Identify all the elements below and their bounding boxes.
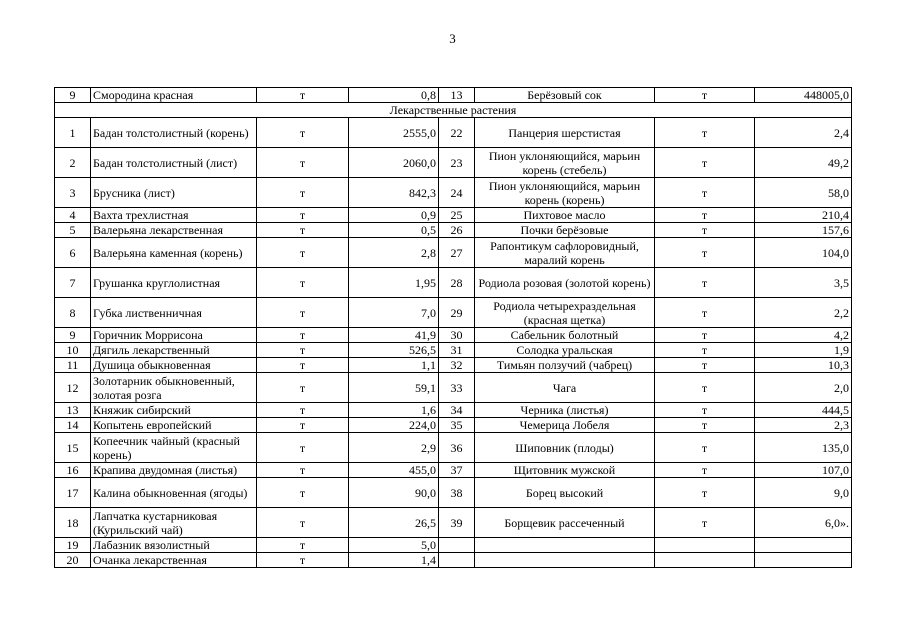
row-number-right: 29	[439, 298, 475, 328]
unit: т	[257, 208, 349, 223]
volume-right: 58,0	[755, 178, 852, 208]
row-number: 7	[55, 268, 91, 298]
row-number-right: 39	[439, 508, 475, 538]
table-row	[55, 298, 852, 328]
row-number: 2	[55, 148, 91, 178]
volume-right: 9,0	[755, 478, 852, 508]
plant-name: Горичник Моррисона	[91, 328, 257, 343]
table-row	[55, 463, 852, 478]
volume-right: 2,3	[755, 418, 852, 433]
volume-right: 135,0	[755, 433, 852, 463]
plant-name: Золотарник обыкновенный, золотая розга	[91, 373, 257, 403]
unit: т	[257, 463, 349, 478]
unit-right: т	[655, 433, 755, 463]
plant-name: Вахта трехлистная	[91, 208, 257, 223]
row-number-right: 27	[439, 238, 475, 268]
unit-right: т	[655, 238, 755, 268]
row-number: 1	[55, 118, 91, 148]
unit: т	[257, 88, 349, 103]
unit-right: т	[655, 88, 755, 103]
row-number-right	[439, 553, 475, 568]
plant-name-right: Щитовник мужской	[475, 463, 655, 478]
table-row	[55, 538, 852, 553]
unit-right: т	[655, 328, 755, 343]
row-number-right: 34	[439, 403, 475, 418]
unit-right: т	[655, 418, 755, 433]
volume-right	[755, 538, 852, 553]
row-number: 12	[55, 373, 91, 403]
unit: т	[257, 403, 349, 418]
unit-right: т	[655, 463, 755, 478]
volume-right: 2,2	[755, 298, 852, 328]
section-title: Лекарственные растения	[55, 103, 852, 118]
plant-name: Дягиль лекарственный	[91, 343, 257, 358]
table-row	[55, 268, 852, 298]
row-number: 11	[55, 358, 91, 373]
plant-name: Брусника (лист)	[91, 178, 257, 208]
plant-name-right: Борщевик рассеченный	[475, 508, 655, 538]
plant-name-right: Сабельник болотный	[475, 328, 655, 343]
row-number-right: 26	[439, 223, 475, 238]
volume: 0,9	[349, 208, 439, 223]
plant-name: Лапчатка кустарниковая (Курильский чай)	[91, 508, 257, 538]
unit: т	[257, 538, 349, 553]
unit: т	[257, 553, 349, 568]
unit-right: т	[655, 178, 755, 208]
unit-right: т	[655, 343, 755, 358]
volume: 1,6	[349, 403, 439, 418]
plant-name-right: Солодка уральская	[475, 343, 655, 358]
plant-name: Лабазник вязолистный	[91, 538, 257, 553]
plant-name-right: Шиповник (плоды)	[475, 433, 655, 463]
table-row	[55, 433, 852, 463]
unit: т	[257, 223, 349, 238]
plant-name: Бадан толстолистный (лист)	[91, 148, 257, 178]
unit: т	[257, 238, 349, 268]
table-row-first	[55, 88, 852, 103]
row-number: 16	[55, 463, 91, 478]
table-row	[55, 418, 852, 433]
volume-right: 2,4	[755, 118, 852, 148]
row-number-right	[439, 538, 475, 553]
volume-right: 3,5	[755, 268, 852, 298]
volume-right: 107,0	[755, 463, 852, 478]
plant-name-right: Черника (листья)	[475, 403, 655, 418]
unit: т	[257, 418, 349, 433]
table-row	[55, 223, 852, 238]
row-number: 3	[55, 178, 91, 208]
volume: 455,0	[349, 463, 439, 478]
table-row	[55, 118, 852, 148]
plant-name-right: Родиола четырехраздельная (красная щетка)	[475, 298, 655, 328]
row-number: 9	[55, 88, 91, 103]
row-number: 14	[55, 418, 91, 433]
volume: 7,0	[349, 298, 439, 328]
plant-name: Очанка лекарственная	[91, 553, 257, 568]
unit: т	[257, 478, 349, 508]
table-row	[55, 373, 852, 403]
plant-name-right: Борец высокий	[475, 478, 655, 508]
row-number: 10	[55, 343, 91, 358]
row-number: 20	[55, 553, 91, 568]
row-number-right: 13	[439, 88, 475, 103]
unit: т	[257, 433, 349, 463]
volume: 1,95	[349, 268, 439, 298]
unit-right: т	[655, 223, 755, 238]
table-row	[55, 238, 852, 268]
plant-name-right: Рапонтикум сафлоровидный, маралий корень	[475, 238, 655, 268]
unit-right: т	[655, 268, 755, 298]
row-number-right: 37	[439, 463, 475, 478]
row-number: 6	[55, 238, 91, 268]
table-row	[55, 403, 852, 418]
plant-name: Душица обыкновенная	[91, 358, 257, 373]
volume: 842,3	[349, 178, 439, 208]
plant-name-right: Тимьян ползучий (чабрец)	[475, 358, 655, 373]
plant-name: Валерьяна лекарственная	[91, 223, 257, 238]
unit: т	[257, 148, 349, 178]
volume: 2555,0	[349, 118, 439, 148]
unit: т	[257, 328, 349, 343]
table-row	[55, 148, 852, 178]
volume: 526,5	[349, 343, 439, 358]
volume: 2060,0	[349, 148, 439, 178]
section-title-row	[55, 103, 852, 118]
unit: т	[257, 298, 349, 328]
plant-name: Калина обыкновенная (ягоды)	[91, 478, 257, 508]
row-number: 17	[55, 478, 91, 508]
table-row	[55, 343, 852, 358]
plant-name-right: Пихтовое масло	[475, 208, 655, 223]
plant-name: Крапива двудомная (листья)	[91, 463, 257, 478]
volume-right: 1,9	[755, 343, 852, 358]
plant-name: Смородина красная	[91, 88, 257, 103]
plant-name-right: Панцерия шерстистая	[475, 118, 655, 148]
unit-right: т	[655, 478, 755, 508]
volume: 1,4	[349, 553, 439, 568]
row-number: 13	[55, 403, 91, 418]
plant-name-right	[475, 553, 655, 568]
volume: 59,1	[349, 373, 439, 403]
volume: 26,5	[349, 508, 439, 538]
plant-name-right: Пион уклоняющийся, марьин корень (корень)	[475, 178, 655, 208]
table-row	[55, 358, 852, 373]
plant-name: Грушанка круглолистная	[91, 268, 257, 298]
row-number-right: 35	[439, 418, 475, 433]
volume-right: 49,2	[755, 148, 852, 178]
unit-right: т	[655, 403, 755, 418]
row-number: 15	[55, 433, 91, 463]
unit-right: т	[655, 358, 755, 373]
table-row	[55, 478, 852, 508]
row-number-right: 25	[439, 208, 475, 223]
plant-name: Губка лиственничная	[91, 298, 257, 328]
row-number-right: 38	[439, 478, 475, 508]
plant-name-right: Родиола розовая (золотой корень)	[475, 268, 655, 298]
volume: 41,9	[349, 328, 439, 343]
row-number-right: 31	[439, 343, 475, 358]
unit: т	[257, 373, 349, 403]
plant-name-right: Берёзовый сок	[475, 88, 655, 103]
unit-right: т	[655, 148, 755, 178]
unit: т	[257, 508, 349, 538]
unit-right: т	[655, 298, 755, 328]
row-number-right: 23	[439, 148, 475, 178]
plant-name-right	[475, 538, 655, 553]
volume-right: 2,0	[755, 373, 852, 403]
row-number: 9	[55, 328, 91, 343]
table-row	[55, 508, 852, 538]
unit-right: т	[655, 508, 755, 538]
row-number-right: 30	[439, 328, 475, 343]
volume-right: 104,0	[755, 238, 852, 268]
volume: 90,0	[349, 478, 439, 508]
unit-right: т	[655, 208, 755, 223]
unit: т	[257, 178, 349, 208]
unit: т	[257, 268, 349, 298]
plant-name: Княжик сибирский	[91, 403, 257, 418]
volume-right: 444,5	[755, 403, 852, 418]
row-number: 18	[55, 508, 91, 538]
plant-name-right: Чемерица Лобеля	[475, 418, 655, 433]
volume: 2,8	[349, 238, 439, 268]
volume-right: 6,0».	[755, 508, 852, 538]
plant-name-right: Почки берёзовые	[475, 223, 655, 238]
row-number: 4	[55, 208, 91, 223]
unit-right	[655, 538, 755, 553]
medicinal-plants-table	[54, 87, 852, 568]
plant-name-right: Чага	[475, 373, 655, 403]
row-number: 8	[55, 298, 91, 328]
volume-right: 210,4	[755, 208, 852, 223]
volume-right: 4,2	[755, 328, 852, 343]
volume: 5,0	[349, 538, 439, 553]
volume-right: 10,3	[755, 358, 852, 373]
plant-name: Валерьяна каменная (корень)	[91, 238, 257, 268]
page-number: 3	[449, 31, 456, 46]
row-number: 19	[55, 538, 91, 553]
volume: 0,5	[349, 223, 439, 238]
unit-right: т	[655, 373, 755, 403]
plant-name-right: Пион уклоняющийся, марьин корень (стебель)	[475, 148, 655, 178]
row-number-right: 36	[439, 433, 475, 463]
table-row	[55, 178, 852, 208]
unit-right: т	[655, 118, 755, 148]
table-row	[55, 553, 852, 568]
plant-name: Копытень европейский	[91, 418, 257, 433]
row-number-right: 22	[439, 118, 475, 148]
row-number-right: 32	[439, 358, 475, 373]
row-number-right: 33	[439, 373, 475, 403]
unit: т	[257, 358, 349, 373]
table-row	[55, 208, 852, 223]
row-number: 5	[55, 223, 91, 238]
volume: 2,9	[349, 433, 439, 463]
table-row	[55, 328, 852, 343]
volume-right: 448005,0	[755, 88, 852, 103]
unit: т	[257, 118, 349, 148]
unit-right	[655, 553, 755, 568]
plant-name: Бадан толстолистный (корень)	[91, 118, 257, 148]
volume-right	[755, 553, 852, 568]
row-number-right: 24	[439, 178, 475, 208]
volume: 0,8	[349, 88, 439, 103]
unit: т	[257, 343, 349, 358]
volume: 1,1	[349, 358, 439, 373]
row-number-right: 28	[439, 268, 475, 298]
plant-name: Копеечник чайный (красный корень)	[91, 433, 257, 463]
volume: 224,0	[349, 418, 439, 433]
volume-right: 157,6	[755, 223, 852, 238]
